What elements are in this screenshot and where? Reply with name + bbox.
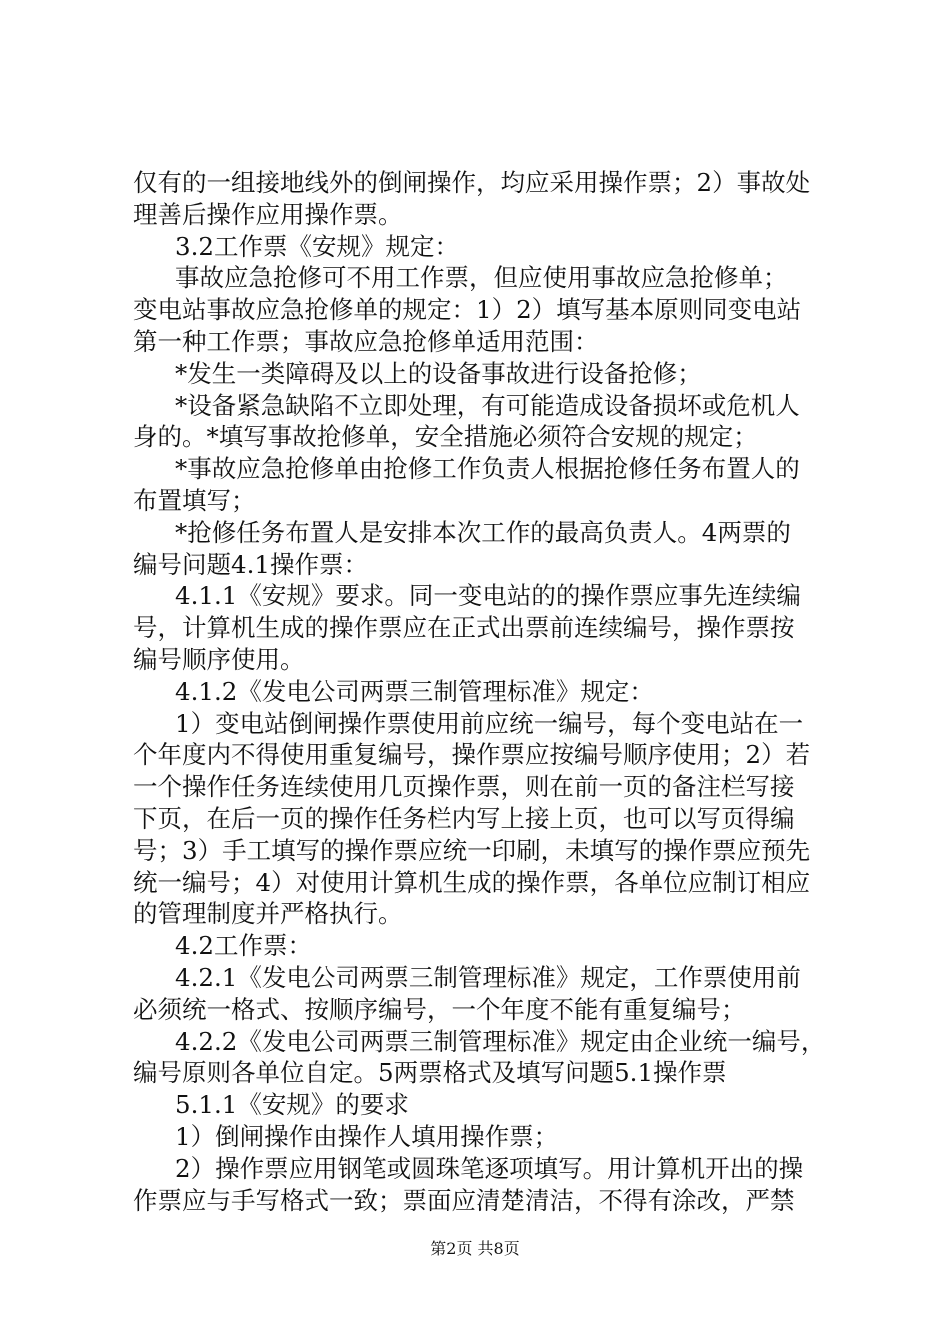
text-line: 5.1.1《安规》的要求 [175,1090,409,1120]
text-line: 4.2.1《发电公司两票三制管理标准》规定，工作票使用前 [175,962,801,992]
text-line: 变电站事故应急抢修单的规定：1）2）填写基本原则同变电站 [133,295,802,325]
text-line: 4.1.2《发电公司两票三制管理标准》规定： [175,676,654,706]
text-line: 3.2工作票《安规》规定： [175,231,459,261]
text-line: 1）倒闸操作由操作人填用操作票； [175,1121,559,1151]
text-line: 编号问题4.1操作票： [133,549,368,579]
text-line: 作票应与手写格式一致；票面应清楚清洁，不得有涂改，严禁 [133,1185,795,1215]
text-line: 1）变电站倒闸操作票使用前应统一编号，每个变电站在一 [175,708,804,738]
text-line: 个年度内不得使用重复编号，操作票应按编号顺序使用；2）若 [133,740,811,770]
text-line: 理善后操作应用操作票。 [133,199,403,229]
text-line: 统一编号；4）对使用计算机生成的操作票，各单位应制订相应 [133,867,811,897]
text-line: 第一种工作票；事故应急抢修单适用范围： [133,326,599,356]
text-line: 号，计算机生成的操作票应在正式出票前连续编号，操作票按 [133,613,795,643]
text-line: 编号顺序使用。 [133,644,305,674]
text-line: 必须统一格式、按顺序编号，一个年度不能有重复编号； [133,994,746,1024]
text-line: 2）操作票应用钢笔或圆珠笔逐项填写。用计算机开出的操 [175,1153,804,1183]
page-number-footer: 第2页 共8页 [430,1239,520,1258]
text-line: 下页，在后一页的操作任务栏内写上接上页，也可以写页得编 [133,803,795,833]
text-line: 号；3）手工填写的操作票应统一印刷，未填写的操作票应预先 [133,835,811,865]
text-line: 身的。*填写事故抢修单，安全措施必须符合安规的规定； [133,422,758,452]
text-line: 一个操作任务连续使用几页操作票，则在前一页的备注栏写接 [133,772,795,802]
text-line: *抢修任务布置人是安排本次工作的最高负责人。4两票的 [175,517,791,547]
text-line: *发生一类障碍及以上的设备事故进行设备抢修； [175,358,702,388]
body-text [133,167,833,1216]
text-line: 布置填写； [133,485,256,515]
text-line: 事故应急抢修可不用工作票，但应使用事故应急抢修单； [175,263,788,293]
text-line: 仅有的一组接地线外的倒闸操作，均应采用操作票；2）事故处 [133,168,811,197]
text-line: *设备紧急缺陷不立即处理，有可能造成设备损坏或危机人 [175,390,800,420]
text-line: 4.2工作票： [175,931,312,961]
text-line: 的管理制度并严格执行。 [133,899,403,929]
text-line: 4.2.2《发电公司两票三制管理标准》规定由企业统一编号， [175,1026,826,1056]
text-line: *事故应急抢修单由抢修工作负责人根据抢修任务布置人的 [175,454,800,484]
text-line: 4.1.1《安规》要求。同一变电站的的操作票应事先连续编 [175,581,801,611]
text-line: 编号原则各单位自定。5两票格式及填写问题5.1操作票 [133,1058,727,1088]
